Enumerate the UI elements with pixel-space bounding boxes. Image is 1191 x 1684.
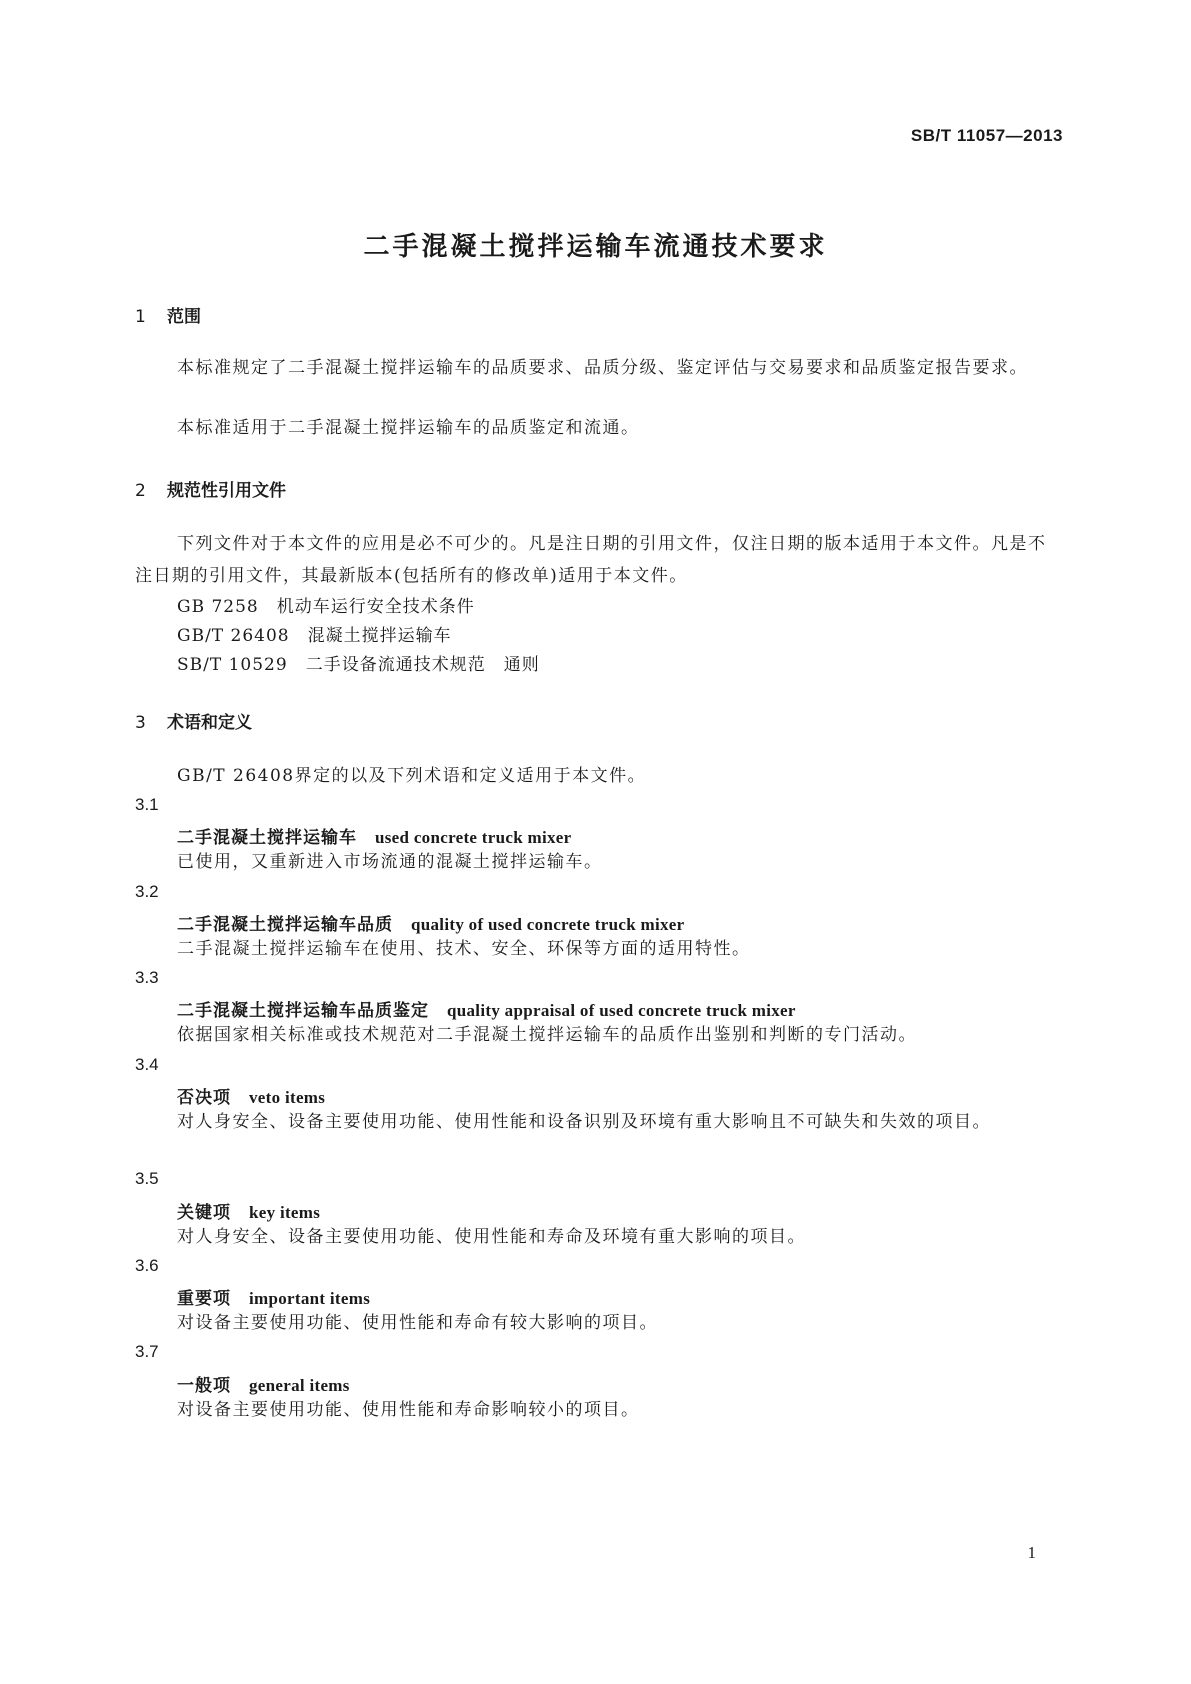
section-number: 3 <box>135 713 146 733</box>
term-zh: 重要项 <box>177 1289 231 1309</box>
reference-title: 机动车运行安全技术条件 <box>276 597 475 617</box>
document-title: 二手混凝土搅拌运输车流通技术要求 <box>363 232 828 262</box>
section-number: 1 <box>135 307 146 327</box>
section-number: 2 <box>135 481 146 501</box>
term-heading <box>177 910 684 935</box>
reference-code: GB/T 26408 <box>177 626 290 646</box>
term-definition: 已使用，又重新进入市场流通的混凝土搅拌运输车。 <box>177 852 603 872</box>
section-heading-scope <box>135 302 201 327</box>
reference-title: 混凝土搅拌运输车 <box>307 626 452 646</box>
term-zh: 否决项 <box>177 1088 231 1108</box>
term-number: 3.3 <box>135 968 159 987</box>
term-number: 3.2 <box>135 882 159 901</box>
term-heading <box>177 1371 350 1396</box>
section-heading-terms-definitions <box>135 708 252 733</box>
term-heading <box>177 1083 325 1108</box>
term-definition: 对设备主要使用功能、使用性能和寿命有较大影响的项目。 <box>177 1313 658 1333</box>
reference-code: GB 7258 <box>177 597 259 617</box>
term-number: 3.7 <box>135 1342 159 1361</box>
reference-title: 二手设备流通技术规范 通则 <box>305 655 540 675</box>
section-heading-normative-references <box>135 476 286 501</box>
term-definition: 对人身安全、设备主要使用功能、使用性能和寿命及环境有重大影响的项目。 <box>177 1227 806 1247</box>
paragraph: 本标准规定了二手混凝土搅拌运输车的品质要求、品质分级、鉴定评估与交易要求和品质鉴定报告要求。 <box>177 358 1028 378</box>
paragraph: GB/T 26408界定的以及下列术语和定义适用于本文件。 <box>177 766 647 786</box>
term-definition: 二手混凝土搅拌运输车在使用、技术、安全、环保等方面的适用特性。 <box>177 939 751 959</box>
term-number: 3.6 <box>135 1256 159 1275</box>
term-en: used concrete truck mixer <box>375 828 572 847</box>
section-title: 术语和定义 <box>167 713 252 733</box>
term-definition: 对人身安全、设备主要使用功能、使用性能和设备识别及环境有重大影响且不可缺失和失效的项目。 <box>177 1112 991 1132</box>
reference-item <box>177 650 540 675</box>
term-number: 3.4 <box>135 1055 159 1074</box>
term-heading <box>177 1198 320 1223</box>
term-zh: 二手混凝土搅拌运输车 <box>177 828 357 848</box>
term-heading <box>177 996 796 1021</box>
term-heading <box>177 823 572 848</box>
term-en: quality of used concrete truck mixer <box>411 915 685 934</box>
term-zh: 一般项 <box>177 1376 231 1396</box>
standard-code: SB/T 11057—2013 <box>910 126 1063 145</box>
reference-item <box>177 592 475 617</box>
term-en: general items <box>249 1376 350 1395</box>
term-en: veto items <box>249 1088 326 1107</box>
term-definition: 对设备主要使用功能、使用性能和寿命影响较小的项目。 <box>177 1400 640 1420</box>
term-en: quality appraisal of used concrete truck mixer <box>447 1001 796 1020</box>
reference-code: SB/T 10529 <box>177 655 288 675</box>
term-zh: 二手混凝土搅拌运输车品质 <box>177 915 393 935</box>
paragraph: 本标准适用于二手混凝土搅拌运输车的品质鉴定和流通。 <box>177 418 640 438</box>
term-number: 3.5 <box>135 1169 159 1188</box>
term-definition: 依据国家相关标准或技术规范对二手混凝土搅拌运输车的品质作出鉴别和判断的专门活动。 <box>177 1025 917 1045</box>
term-zh: 二手混凝土搅拌运输车品质鉴定 <box>177 1001 429 1021</box>
term-heading <box>177 1284 370 1309</box>
paragraph: 下列文件对于本文件的应用是必不可少的。凡是注日期的引用文件，仅注日期的版本适用于本文件。凡是不注日期的引用文件，其最新版本(包括所有的修改单)适用于本文件。 <box>135 534 1047 586</box>
term-en: key items <box>249 1203 321 1222</box>
reference-item <box>177 621 452 646</box>
term-zh: 关键项 <box>177 1203 231 1223</box>
section-title: 范围 <box>167 307 201 327</box>
term-number: 3.1 <box>135 795 159 814</box>
page-number: 1 <box>1027 1543 1036 1562</box>
term-en: important items <box>249 1289 371 1308</box>
section-title: 规范性引用文件 <box>167 481 286 501</box>
